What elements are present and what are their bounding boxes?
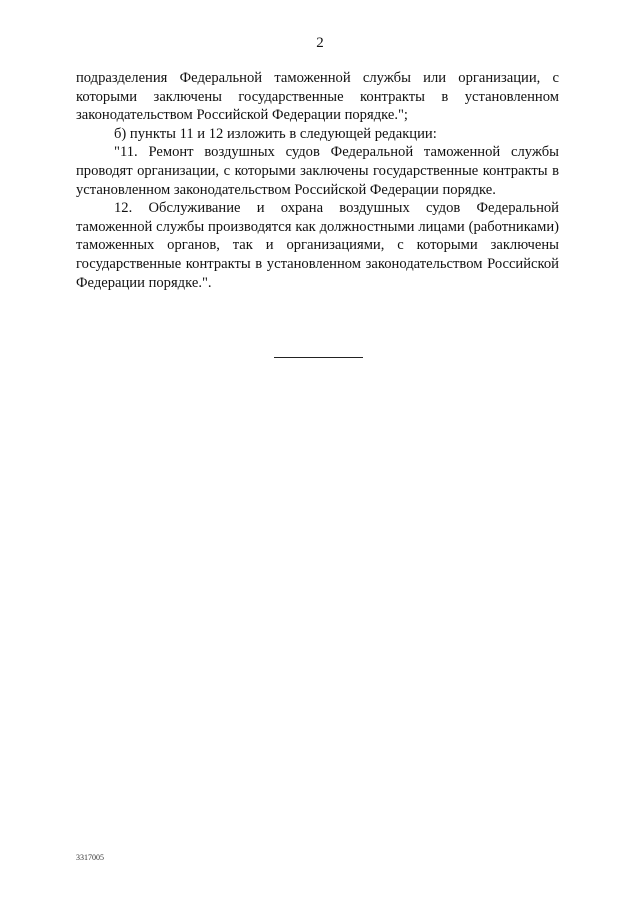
- paragraph-point-12: 12. Обслуживание и охрана воздушных судов Федеральной таможенной службы производятся как должностными лицами (работниками) таможенных органов, так и организациями, с которыми заключены государственные контракты в установленном законодательством Российской Федерации порядке.".: [76, 200, 559, 291]
- paragraph-continuation: подразделения Федеральной таможенной службы или организации, с которыми заключены государственные контракты в установленном законодательством Российской Федерации порядке.";: [76, 70, 559, 124]
- paragraph-item-b: б) пункты 11 и 12 изложить в следующей редакции:: [114, 125, 437, 142]
- paragraph-point-11: "11. Ремонт воздушных судов Федеральной таможенной службы проводят организации, с которыми заключены государственные контракты в установленном законодательством Российской Федерации порядке.: [76, 144, 559, 198]
- document-body: [76, 69, 559, 292]
- page-number: 2: [316, 35, 324, 51]
- end-separator-line: [274, 357, 363, 358]
- document-code: 3317005: [76, 853, 104, 862]
